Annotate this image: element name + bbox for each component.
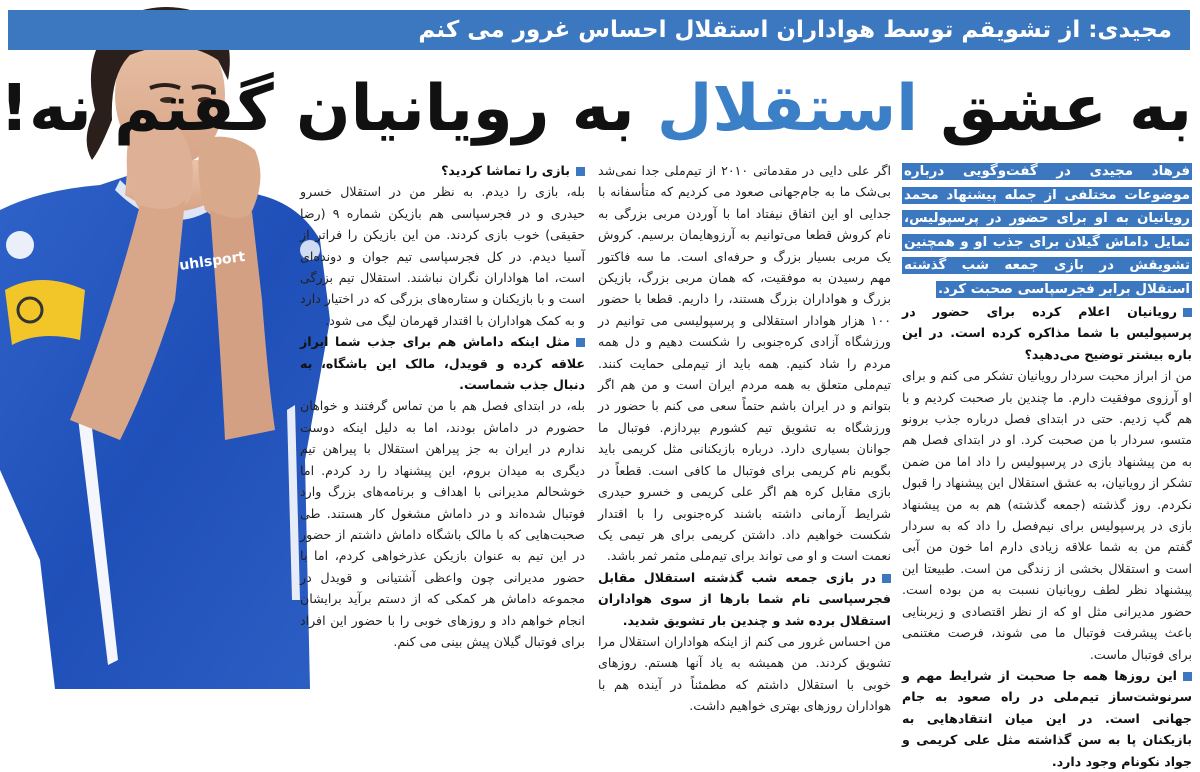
bullet-square-icon bbox=[1183, 308, 1192, 317]
headline bbox=[0, 62, 1192, 157]
question-4 bbox=[300, 160, 585, 181]
question-5 bbox=[300, 331, 585, 395]
bullet-square-icon bbox=[576, 338, 585, 347]
headline-accent: استقلال bbox=[656, 72, 919, 146]
kicker-bar bbox=[8, 10, 1190, 50]
answer-5: بله، در ابتدای فصل هم با من تماس گرفتند و خواهان حضورم در داماش بودند، اما به دلیل اینکه دوست ندارم در ایران به جز پیراهن استقلال با پیراهن تیم دیگری به میدان بروم، این پیشنهاد را رد کردم. اما خوشحالم مدیرانی با اهداف و برنامه‌های بزرگ وارد فوتبال شده‌اند و در داماش مشغول کار هستند. طی صحبت‌هایی که با مالک باشگاه داماش داشتم از حضور در این تیم به عنوان بازیکن عذرخواهی کردم، اما با حضور مدیرانی چون واعظی آشتیانی و قویدل در مجموعه داماش هر کمکی که از دستم برآید برایشان انجام خواهم داد و روزهای خوبی را با حضور این افراد برای فوتبال گیلان پیش بینی می کنم. bbox=[300, 398, 585, 649]
answer-1: من از ابراز محبت سردار رویانیان تشکر می کنم و برای او آرزوی موفقیت دارم. ما چندین بار صحبت کردیم و با هم گپ زدیم. حتی در ابتدای فصل درباره جذب برونو متسو، سردار با من صحبت کرد. او در ابتدای فصل هم به من پیشنهاد بازی در پرسپولیس را داد اما من ضمن تشکر از رویانیان، به عشق استقلال این پیشنهاد را قبول نکردم. روز گذشته (جمعه گذشته) هم به من پیشنهاد بازی در پرسپولیس برای نیم‌فصل را داد که به سردار گفتم من به شما علاقه زیادی دارم اما خون من آبی است و استقلال بخشی از زندگی من است. طبیعتا این پیشنهاد نظر لطف رویانیان نسبت به من بوده است. حضور مدیرانی مثل او که از نظر اقتصادی و زیربنایی باعث پیشرفت فوتبال ما می شوند، فرصت مغتنمی برای فوتبال ماست. bbox=[902, 368, 1192, 662]
svg-text:uhlsport: uhlsport bbox=[178, 248, 247, 274]
answer-3: من احساس غرور می کنم از اینکه هواداران استقلال مرا تشویق کردند. من همیشه به یاد آنها هستم. روزهای خوبی با استقلال داشتم که مطمئناً در آینده هم با هواداران روزهای بهتری خواهیم داشت. bbox=[598, 633, 891, 714]
question-1-text: رویانیان اعلام کرده برای حضور در پرسپولیس با شما مذاکره کرده است. در این باره بیشتر توضیح می‌دهید؟ bbox=[902, 304, 1192, 362]
question-1 bbox=[902, 301, 1192, 365]
bullet-square-icon bbox=[882, 574, 891, 583]
kicker-text: مجیدی: از تشویقم توسط هواداران استقلال احساس غرور می کنم bbox=[418, 17, 1172, 43]
question-2 bbox=[902, 665, 1192, 772]
question-3 bbox=[598, 567, 891, 631]
question-5-text: مثل اینکه داماش هم برای جذب شما ابراز علاقه کرده و قویدل، مالک این باشگاه، به دنبال جذب شماست. bbox=[300, 334, 585, 393]
headline-part2: به رویانیان گفتم نه! bbox=[0, 72, 635, 146]
answer-4: بله، بازی را دیدم. به نظر من در استقلال خسرو حیدری و در فجرسپاسی هم بازیکن شماره ۹ (رضا حقیقی) خوب بازی کردند. من این بازیکن را فراتر از آسیا دیدم. در کل فجرسپاسی تیم جوان و دونده‌ای است، اما هواداران نگران نباشند. استقلال تیم بزرگی است و با بازیکنان و ستاره‌های بزرگی که در اختیار دارد و به کمک هواداران با اقتدار قهرمان لیگ می شود. bbox=[300, 184, 586, 328]
question-3-text: در بازی جمعه شب گذشته استقلال مقابل فجرسپاسی نام شما بارها از سوی هواداران استقلال برده شد و چندین بار تشویق شدید. bbox=[598, 569, 891, 628]
question-2-text: این روزها همه جا صحبت از شرایط مهم و سرنوشت‌ساز تیم‌ملی در راه صعود به جام جهانی است. در این میان انتقادهایی به بازیکنان پا به سن گذاشته مثل علی کریمی و جواد نکونام وجود دارد. bbox=[902, 667, 1192, 769]
article-column-2 bbox=[598, 160, 891, 717]
article-column-3 bbox=[300, 160, 585, 652]
bullet-square-icon bbox=[1183, 672, 1192, 681]
lead-text: فرهاد مجیدی در گفت‌وگویی درباره موضوعات مختلفی از جمله پیشنهاد محمد رویانیان به او برای حضور در پرسپولیس، تمایل داماش گیلان برای جذب او و همچنین تشویقش در بازی جمعه شب گذشته استقلال برابر فجرسپاسی صحبت کرد. bbox=[904, 164, 1190, 297]
answer-2: اگر علی دایی در مقدماتی ۲۰۱۰ از تیم‌ملی جدا نمی‌شد بی‌شک ما به جام‌جهانی صعود می کردیم که متأسفانه با جدایی او این اتفاق نیفتاد اما با آوردن مربی بزرگی به نام کروش قطعا می‌توانیم به آرزوهایمان برسیم. کروش یک مربی بسیار بزرگ و حرفه‌ای است. ما سه فاکتور مهم رسیدن به موفقیت، که همان مربی بزرگ، بازیکن بزرگ و هواداران بزرگ هستند، را داریم. قطعا با حضور ۱۰۰ هزار هوادار استقلالی و پرسپولیسی می توانیم در ورزشگاه آزادی کره‌جنوبی را شکست دهیم و دل همه مردم را شاد کنیم. همه باید از تیم‌ملی حمایت کنند. تیم‌ملی متعلق به همه مردم ایران است و من هم اگر بتوانم و در ایران باشم حتماً سعی می کنم با حضور در ورزشگاه به تشویق تیم کشورم بپردازم. فوتبال ما جوانان بسیاری دارد. درباره بازیکنانی مثل کریمی باید بگویم نام کریمی برای فوتبال ما کافی است. قطعاً در بازی مقابل کره هم اگر علی کریمی و خسرو حیدری شرایط آرمانی داشته باشند کره‌جنوبی را با اقتدار شکست خواهیم داد. داشتن کریمی برای هر تیمی یک نعمت است و او می تواند برای تیم‌ملی مثمر ثمر باشد. bbox=[598, 163, 891, 564]
bullet-square-icon bbox=[576, 167, 585, 176]
lead-paragraph bbox=[902, 160, 1192, 301]
headline-part1: به عشق bbox=[940, 72, 1192, 146]
article-column-1 bbox=[902, 160, 1192, 772]
question-4-text: بازی را تماشا کردید؟ bbox=[441, 163, 570, 178]
